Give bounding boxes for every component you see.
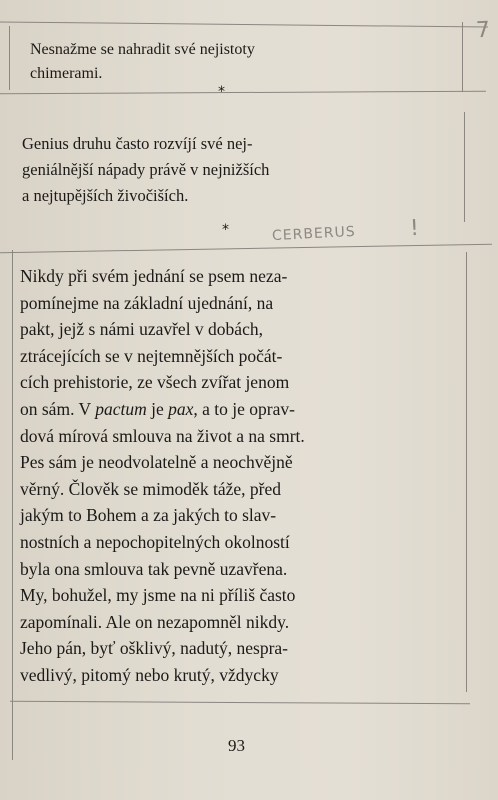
pencil-line-under-second [0,244,492,254]
pencil-line-right-bottom [466,252,467,692]
line-text: on sám. V [20,398,96,419]
paragraph-3-line [20,396,458,423]
paragraph-3-line: pakt, jejž s námi uzavřel v dobách, [20,319,263,340]
pencil-margin-mark: 7 [475,17,492,44]
pencil-line-left-top [9,26,10,90]
page-number: 93 [228,736,245,755]
line-text: , a to je oprav- [193,398,295,419]
paragraph-2-line: Genius druhu často rozvíjí své nej- [22,134,253,153]
paragraph-3-line: pomínejme na základní ujednání, na [20,292,274,313]
paragraph-3-line: nostních a nepochopitelných okolností [20,531,290,552]
paragraph-1-line: chimerami. [30,65,103,82]
pencil-line-top [0,21,488,27]
pencil-note-cerberus: CERBERUS [271,223,357,245]
paragraph-1 [30,38,460,86]
pencil-line-right-mid [464,112,465,222]
paragraph-3-line: zapomínali. Ale on nezapomněl nikdy. [20,611,290,632]
latin-term-pactum: pactum [95,398,147,419]
paragraph-3-line: Nikdy při svém jednání se psem neza- [20,266,288,286]
paragraph-3-line: dová mírová smlouva na život a na smrt. [20,425,305,446]
paragraph-3-line: ztrácejících se v nejtemnějších počát- [20,345,283,366]
paragraph-2 [22,131,462,209]
paragraph-3-line: cích prehistorie, ze všech zvířat jenom [20,372,290,393]
line-text: je [146,398,169,419]
paragraph-3-line: Pes sám je neodvolatelně a neochvějně [20,452,293,473]
paragraph-3-line: My, bohužel, my jsme na ni příliš často [20,585,296,606]
section-separator: * [218,84,225,100]
paragraph-3-line: byla ona smlouva tak pevně uzavřena. [20,558,288,579]
paragraph-3-line: Jeho pán, byť ošklivý, nadutý, nespra- [20,638,288,659]
section-separator: * [222,222,229,238]
pencil-line-right-top [462,22,463,92]
paragraph-2-line: geniálnější nápady právě v nejnižších [22,160,270,179]
pencil-line-under-first [0,91,486,95]
paragraph-3-line: jakým to Bohem a za jakých to slav- [20,505,277,526]
pencil-line-bottom [10,701,470,704]
paragraph-2-line: a nejtupějších živočiších. [22,186,189,205]
paragraph-3-line: věrný. Člověk se mimoděk táže, před [20,478,281,499]
paragraph-3 [20,263,458,689]
paragraph-1-line: Nesnažme se nahradit své nejistoty [30,41,255,58]
paragraph-3-line: vedlivý, pitomý nebo krutý, vždycky [20,664,279,685]
pencil-exclamation: ! [409,215,421,242]
latin-term-pax: pax [168,398,194,419]
pencil-line-left-bottom [12,250,13,760]
